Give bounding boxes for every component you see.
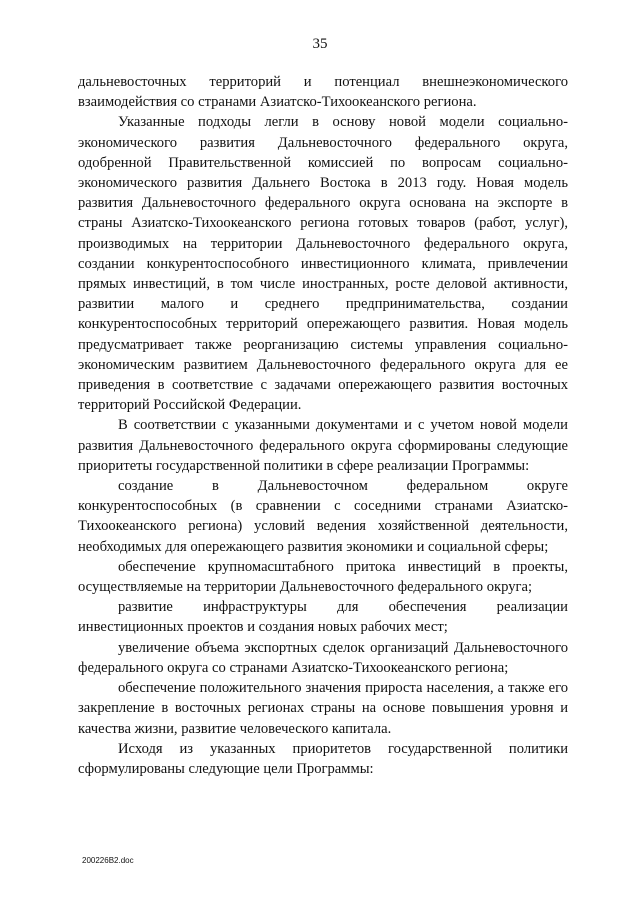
list-item: развитие инфраструктуры для обеспечения реализации инвестиционных проектов и создания новых рабочих мест; [78, 599, 568, 636]
page-number: 35 [312, 36, 328, 52]
list-item: обеспечение положительного значения прироста населения, а также его закрепление в восточных регионах страны на основе повышения уровня и качества жизни, развитие человеческого капитала. [78, 680, 568, 737]
paragraph: Исходя из указанных приоритетов государственной политики сформулированы следующие цели Программы: [78, 740, 568, 777]
paragraph: дальневосточных территорий и потенциал внешнеэкономического взаимодействия со странами Азиатско-Тихоокеанского региона. [78, 74, 568, 111]
list-item: увеличение объема экспортных сделок организаций Дальневосточного федерального округа со странами Азиатско-Тихоокеанского региона; [78, 639, 568, 676]
list-item: создание в Дальневосточном федеральном округе конкурентоспособных (в сравнении с соседними странами Азиатско-Тихоокеанского региона) условий ведения хозяйственной деятельности, необходимых для опережающего развития экономики и социальной сферы; [78, 478, 568, 555]
footer-filename: 200226B2.doc [82, 856, 134, 865]
paragraph: Указанные подходы легли в основу новой модели социально-экономического развития Дальневосточного федерального округа, одобренной Правительственной комиссией по вопросам социально-экономического развития Дальнего Востока в 2013 году. Новая модель развития Дальневосточного федерального округа основана на экспорте в страны Азиатско-Тихоокеанского региона готовых товаров (работ, услуг), производимых на территории Дальневосточного федерального округа, создании конкурентоспособного инвестиционного климата, привлечении прямых инвестиций, в том числе иностранных, росте деловой активности, развитии малого и среднего предпринимательства, создании конкурентоспособных территорий опережающего развития. Новая модель предусматривает также реорганизацию системы управления социально-экономическим развитием Дальневосточного федерального округа для ее приведения в соответствие с задачами опережающего развития восточных территорий Российской Федерации. [78, 114, 568, 414]
list-item: обеспечение крупномасштабного притока инвестиций в проекты, осуществляемые на территории Дальневосточного федерального округа; [78, 558, 568, 596]
body-text [78, 72, 568, 779]
paragraph: В соответствии с указанными документами и с учетом новой модели развития Дальневосточного федерального округа сформированы следующие приоритеты государственной политики в сфере реализации Программы: [78, 417, 568, 474]
